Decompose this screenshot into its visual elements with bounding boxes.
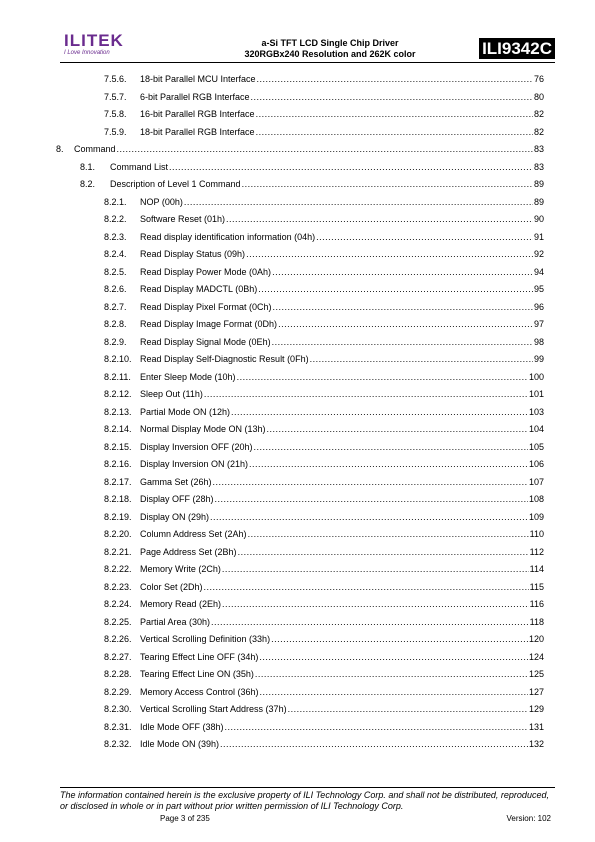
toc-entry[interactable] [80, 179, 544, 190]
toc-entry-page: 95 [533, 284, 544, 294]
toc-entry-page: 108 [528, 494, 544, 504]
toc-entry[interactable] [104, 652, 544, 663]
toc-entry[interactable] [56, 144, 544, 155]
toc-dot-leader [225, 722, 528, 733]
toc-dot-leader [117, 144, 533, 155]
toc-entry-page: 99 [533, 354, 544, 364]
footer-divider [60, 787, 555, 788]
toc-entry-number: 8.2.16. [104, 459, 132, 469]
toc-entry-title: Vertical Scrolling Definition (33h) [140, 634, 271, 644]
toc-entry[interactable] [104, 354, 544, 365]
toc-entry-number: 8.2.4. [104, 249, 127, 259]
toc-entry[interactable] [104, 564, 544, 575]
toc-dot-leader [210, 512, 528, 523]
toc-entry-number: 8.2.19. [104, 511, 132, 522]
toc-dot-leader [255, 669, 528, 680]
toc-entry[interactable] [104, 337, 544, 348]
toc-entry-title: Display Inversion ON (21h) [140, 459, 249, 469]
toc-entry-page: 125 [528, 669, 544, 679]
toc-entry-number: 8.2.14. [104, 424, 132, 434]
toc-entry-number: 8.2.20. [104, 529, 132, 539]
toc-entry[interactable] [104, 459, 544, 470]
toc-entry-page: 89 [533, 196, 544, 207]
toc-entry-number: 8.2.8. [104, 319, 127, 329]
toc-entry-title: Read Display Signal Mode (0Eh) [140, 336, 271, 347]
toc-entry[interactable] [80, 162, 544, 173]
toc-entry-title: Read Display Self-Diagnostic Result (0Fh) [140, 354, 309, 364]
toc-dot-leader [272, 337, 533, 348]
toc-entry-title: Description of Level 1 Command [110, 179, 241, 189]
toc-dot-leader [213, 477, 528, 488]
toc-entry-page: 109 [528, 511, 544, 522]
toc-entry[interactable] [104, 547, 544, 558]
toc-entry-page: 83 [533, 144, 544, 154]
toc-entry-title: Gamma Set (26h) [140, 476, 212, 487]
toc-entry-title: Idle Mode ON (39h) [140, 739, 220, 749]
toc-entry-number: 8.2.25. [104, 616, 132, 627]
toc-entry-page: 114 [529, 564, 544, 574]
toc-entry-page: 110 [529, 529, 544, 539]
toc-entry-number: 8.2.29. [104, 686, 132, 697]
toc-dot-leader [169, 162, 533, 173]
toc-entry-title: Page Address Set (2Bh) [140, 546, 237, 557]
toc-dot-leader [260, 687, 528, 698]
toc-dot-leader [249, 459, 528, 470]
toc-entry-title: 6-bit Parallel RGB Interface [140, 91, 250, 102]
toc-entry-number: 7.5.8. [104, 109, 127, 119]
toc-entry-number: 8.2.32. [104, 739, 132, 749]
toc-entry-number: 7.5.6. [104, 74, 127, 84]
toc-entry-number: 8.2.7. [104, 301, 127, 312]
toc-dot-leader [204, 582, 529, 593]
toc-entry-title: Display Inversion OFF (20h) [140, 441, 253, 452]
toc-entry-number: 8.2.27. [104, 651, 132, 662]
toc-entry-title: Vertical Scrolling Start Address (37h) [140, 704, 287, 714]
toc-entry[interactable] [104, 512, 544, 523]
toc-entry-title: Memory Read (2Eh) [140, 599, 222, 609]
toc-entry[interactable] [104, 634, 544, 645]
toc-entry[interactable] [104, 92, 544, 103]
toc-entry-title: Read Display Power Mode (0Ah) [140, 266, 272, 277]
toc-dot-leader [237, 372, 528, 383]
toc-entry-title: Read Display Image Format (0Dh) [140, 319, 278, 329]
title-line-1: a-Si TFT LCD Single Chip Driver [261, 38, 399, 48]
toc-entry-page: 127 [528, 686, 544, 697]
toc-entry[interactable] [104, 407, 544, 418]
toc-entry-page: 100 [528, 371, 544, 382]
toc-entry[interactable] [104, 214, 544, 225]
toc-entry-page: 132 [528, 739, 544, 749]
toc-entry-number: 8.2.11. [104, 371, 131, 382]
toc-entry[interactable] [104, 302, 544, 313]
document-version: Version: 102 [506, 814, 551, 823]
toc-entry-title: Tearing Effect Line ON (35h) [140, 669, 254, 679]
toc-entry[interactable] [104, 74, 544, 85]
toc-entry-number: 8.2.28. [104, 669, 132, 679]
toc-dot-leader [238, 547, 529, 558]
toc-entry-title: Display OFF (28h) [140, 494, 214, 504]
toc-entry-number: 8.2. [80, 179, 96, 189]
toc-entry[interactable] [104, 127, 544, 138]
toc-entry-number: 8.2.2. [104, 214, 127, 224]
toc-entry[interactable] [104, 722, 544, 733]
toc-dot-leader [251, 92, 533, 103]
toc-entry-number: 8.2.6. [104, 284, 127, 294]
toc-entry-page: 115 [529, 581, 544, 592]
toc-dot-leader [288, 704, 528, 715]
toc-entry-page: 90 [533, 214, 544, 224]
footer-disclaimer: The information contained herein is the exclusive property of ILI Technology Corp. and shall not be distributed, reproduced, or disclosed in whole or in part without prior written permission of ILI Technology Corp. [60, 790, 549, 811]
toc-dot-leader [278, 319, 533, 330]
toc-entry[interactable] [104, 319, 544, 330]
toc-entry-title: NOP (00h) [140, 196, 183, 207]
toc-entry-page: 83 [533, 161, 544, 172]
toc-entry-number: 8.2.10. [104, 354, 132, 364]
toc-entry[interactable] [104, 197, 544, 208]
toc-entry-title: Read Display Status (09h) [140, 249, 246, 259]
logo-text: ILITEK [64, 31, 124, 50]
ilitek-logo [64, 32, 124, 56]
toc-entry[interactable] [104, 249, 544, 260]
toc-entry-page: 92 [533, 249, 544, 259]
toc-dot-leader [242, 179, 533, 190]
toc-entry-page: 118 [529, 616, 544, 627]
toc-entry-number: 8.2.21. [104, 546, 132, 557]
toc-dot-leader [271, 634, 528, 645]
toc-dot-leader [215, 494, 528, 505]
toc-dot-leader [316, 232, 533, 243]
toc-dot-leader [246, 249, 533, 260]
toc-dot-leader [258, 284, 533, 295]
toc-entry[interactable] [104, 529, 544, 540]
toc-entry-title: Memory Access Control (36h) [140, 686, 259, 697]
toc-entry[interactable] [104, 442, 544, 453]
toc-entry[interactable] [104, 284, 544, 295]
toc-dot-leader [310, 354, 533, 365]
toc-entry-title: Sleep Out (11h) [140, 389, 203, 399]
toc-entry-title: Enter Sleep Mode (10h) [140, 371, 236, 382]
toc-entry-page: 124 [528, 651, 544, 662]
toc-entry-title: 18-bit Parallel MCU Interface [140, 74, 256, 84]
toc-entry-title: Software Reset (01h) [140, 214, 226, 224]
toc-entry-page: 131 [528, 721, 544, 732]
toc-entry-title: Read Display Pixel Format (0Ch) [140, 301, 272, 312]
toc-entry[interactable] [104, 389, 544, 400]
toc-entry-page: 107 [528, 476, 544, 487]
toc-entry-page: 96 [533, 301, 544, 312]
toc-entry-page: 106 [528, 459, 544, 469]
toc-dot-leader [222, 599, 529, 610]
toc-entry-page: 76 [533, 74, 544, 84]
toc-entry-number: 8.2.22. [104, 564, 132, 574]
toc-dot-leader [231, 407, 528, 418]
toc-entry-number: 8.2.5. [104, 266, 127, 277]
toc-entry-number: 8.2.30. [104, 704, 132, 714]
toc-entry-number: 8.2.18. [104, 494, 132, 504]
toc-dot-leader [256, 127, 533, 138]
toc-entry-title: Read display identification information (04h) [140, 231, 316, 242]
toc-entry[interactable] [104, 477, 544, 488]
toc-entry-page: 80 [533, 91, 544, 102]
toc-entry[interactable] [104, 599, 544, 610]
toc-entry-title: Column Address Set (2Ah) [140, 529, 247, 539]
model-badge: ILI9342C [479, 38, 555, 59]
toc-dot-leader [222, 564, 529, 575]
toc-entry-page: 98 [533, 336, 544, 347]
toc-entry-number: 8. [56, 144, 64, 154]
toc-entry-title: Command [74, 144, 116, 154]
toc-dot-leader [272, 267, 533, 278]
toc-entry-title: Display ON (29h) [140, 511, 210, 522]
toc-entry-number: 8.2.1. [104, 196, 127, 207]
toc-entry-title: Command List [110, 161, 169, 172]
toc-entry-title: Idle Mode OFF (38h) [140, 721, 224, 732]
toc-entry-title: Memory Write (2Ch) [140, 564, 221, 574]
toc-entry-number: 8.1. [80, 161, 96, 172]
page-header [60, 30, 555, 62]
toc-dot-leader [211, 617, 529, 628]
toc-entry-title: Color Set (2Dh) [140, 581, 203, 592]
toc-entry-page: 91 [533, 231, 544, 242]
page-number: Page 3 of 235 [160, 814, 210, 823]
toc-entry-page: 116 [529, 599, 544, 609]
toc-entry[interactable] [104, 109, 544, 120]
toc-entry-number: 7.5.9. [104, 126, 127, 137]
toc-entry-page: 101 [528, 389, 544, 399]
toc-entry[interactable] [104, 582, 544, 593]
toc-dot-leader [259, 652, 528, 663]
toc-entry[interactable] [104, 267, 544, 278]
toc-entry-number: 8.2.24. [104, 599, 132, 609]
toc-entry-number: 8.2.9. [104, 336, 127, 347]
toc-entry-title: Partial Area (30h) [140, 616, 211, 627]
toc-entry-page: 112 [529, 546, 544, 557]
toc-entry-title: Tearing Effect Line OFF (34h) [140, 651, 259, 662]
toc-entry[interactable] [104, 669, 544, 680]
toc-dot-leader [257, 74, 533, 85]
toc-dot-leader [256, 109, 533, 120]
toc-entry-page: 105 [528, 441, 544, 452]
toc-entry[interactable] [104, 372, 544, 383]
toc-entry[interactable] [104, 704, 544, 715]
toc-dot-leader [204, 389, 528, 400]
toc-dot-leader [226, 214, 533, 225]
toc-entry-page: 103 [528, 406, 544, 417]
toc-entry-page: 94 [533, 266, 544, 277]
toc-entry-page: 89 [533, 179, 544, 189]
toc-dot-leader [184, 197, 533, 208]
title-line-2: 320RGBx240 Resolution and 262K color [244, 49, 416, 59]
toc-entry-number: 8.2.31. [104, 721, 132, 732]
toc-entry-title: Normal Display Mode ON (13h) [140, 424, 266, 434]
toc-entry[interactable] [104, 424, 544, 435]
toc-entry-number: 8.2.13. [104, 406, 132, 417]
toc-entry-title: Partial Mode ON (12h) [140, 406, 231, 417]
toc-entry-number: 8.2.23. [104, 581, 132, 592]
toc-entry-title: 16-bit Parallel RGB Interface [140, 109, 255, 119]
toc-entry-number: 8.2.17. [104, 476, 132, 487]
toc-entry-page: 97 [533, 319, 544, 329]
toc-entry-page: 129 [528, 704, 544, 714]
toc-entry-page: 82 [533, 109, 544, 119]
toc-entry-number: 8.2.12. [104, 389, 132, 399]
toc-dot-leader [220, 739, 528, 750]
toc-entry[interactable] [104, 494, 544, 505]
toc-entry-number: 8.2.15. [104, 441, 132, 452]
toc-entry-title: 18-bit Parallel RGB Interface [140, 126, 255, 137]
toc-entry-title: Read Display MADCTL (0Bh) [140, 284, 258, 294]
toc-entry-page: 82 [533, 126, 544, 137]
toc-entry-page: 120 [528, 634, 544, 644]
toc-entry[interactable] [104, 687, 544, 698]
document-title [180, 38, 480, 60]
toc-entry-number: 8.2.3. [104, 231, 127, 242]
toc-entry[interactable] [104, 232, 544, 243]
toc-entry-number: 7.5.7. [104, 91, 127, 102]
toc-dot-leader [248, 529, 529, 540]
toc-dot-leader [254, 442, 528, 453]
logo-tagline: I Love Innovation [64, 50, 110, 56]
toc-entry[interactable] [104, 617, 544, 628]
toc-entry-page: 104 [528, 424, 544, 434]
toc-dot-leader [267, 424, 528, 435]
header-divider [60, 62, 555, 63]
toc-entry[interactable] [104, 739, 544, 750]
toc-entry-number: 8.2.26. [104, 634, 132, 644]
toc-dot-leader [273, 302, 533, 313]
